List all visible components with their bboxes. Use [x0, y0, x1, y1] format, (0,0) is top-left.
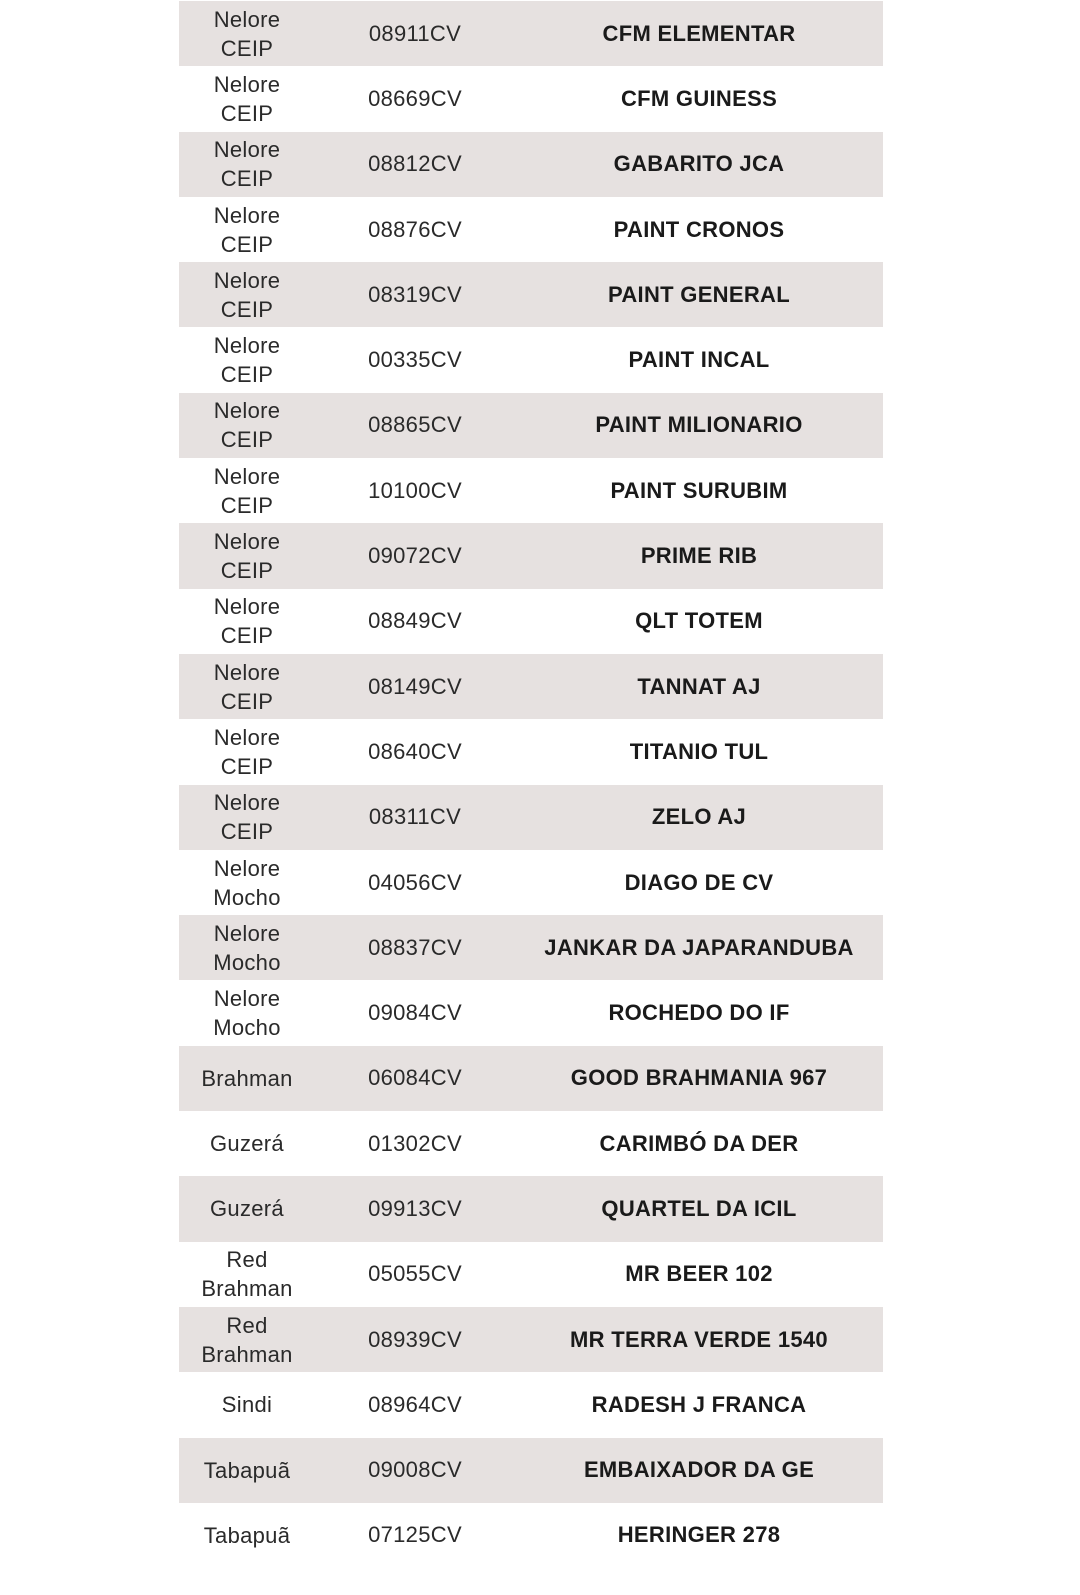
- breed-cell: Guzerá: [210, 1196, 284, 1222]
- table-row: [179, 1372, 883, 1437]
- table-row: [179, 327, 883, 392]
- table-row: [179, 1242, 883, 1307]
- table-row: [179, 589, 883, 654]
- table-row: [179, 915, 883, 980]
- breed-cell: Nelore CEIP: [213, 333, 281, 388]
- breed-cell: Tabapuã: [203, 1522, 291, 1548]
- code-cell: 07125CV: [368, 1522, 462, 1548]
- bull-name-cell: CARIMBÓ DA DER: [599, 1130, 799, 1156]
- code-cell: 08939CV: [368, 1326, 462, 1352]
- bull-name-cell: PAINT INCAL: [628, 347, 770, 373]
- code-cell: 08149CV: [368, 673, 462, 699]
- bull-name-cell: GABARITO JCA: [613, 151, 785, 177]
- breed-cell: Nelore CEIP: [213, 790, 281, 845]
- table-row: [179, 1046, 883, 1111]
- bull-name-cell: ROCHEDO DO IF: [608, 1000, 790, 1026]
- table-row: [179, 1438, 883, 1503]
- bull-name-cell: RADESH J FRANCA: [591, 1391, 807, 1417]
- code-cell: 05055CV: [368, 1261, 462, 1287]
- bull-name-cell: PAINT MILIONARIO: [595, 412, 803, 438]
- code-cell: 08837CV: [368, 934, 462, 960]
- code-cell: 08876CV: [368, 216, 462, 242]
- code-cell: 09008CV: [368, 1457, 462, 1483]
- breed-cell: Nelore CEIP: [213, 594, 281, 649]
- code-cell: 08311CV: [368, 804, 462, 830]
- code-cell: 08911CV: [368, 20, 462, 46]
- code-cell: 08669CV: [368, 85, 462, 111]
- bull-name-cell: MR BEER 102: [625, 1261, 773, 1287]
- bull-name-cell: PAINT CRONOS: [613, 216, 785, 242]
- table-row: [179, 1503, 883, 1568]
- bull-name-cell: QUARTEL DA ICIL: [601, 1195, 797, 1221]
- breed-cell: Nelore CEIP: [213, 724, 281, 779]
- table-row: [179, 1, 883, 66]
- breed-cell: Nelore CEIP: [213, 6, 281, 61]
- breed-cell: Nelore Mocho: [213, 920, 281, 975]
- bull-name-cell: PRIME RIB: [640, 543, 758, 569]
- breed-cell: Sindi: [221, 1392, 273, 1418]
- code-cell: 09913CV: [368, 1195, 462, 1221]
- table-row: [179, 132, 883, 197]
- table-row: [179, 980, 883, 1045]
- breed-cell: Nelore CEIP: [213, 71, 281, 126]
- breed-cell: Nelore Mocho: [213, 855, 281, 910]
- breed-cell: Nelore CEIP: [213, 529, 281, 584]
- table-row: [179, 458, 883, 523]
- table-row: [179, 393, 883, 458]
- breed-cell: Nelore Mocho: [213, 986, 281, 1041]
- code-cell: 08812CV: [368, 151, 462, 177]
- bull-name-cell: ZELO AJ: [651, 804, 747, 830]
- table-row: [179, 262, 883, 327]
- breed-cell: Nelore CEIP: [213, 398, 281, 453]
- bull-name-cell: TITANIO TUL: [629, 738, 769, 764]
- bull-name-cell: TANNAT AJ: [637, 673, 761, 699]
- bull-name-cell: CFM GUINESS: [620, 85, 778, 111]
- bull-name-cell: MR TERRA VERDE 1540: [570, 1326, 828, 1352]
- code-cell: 08640CV: [368, 738, 462, 764]
- code-cell: 08865CV: [368, 412, 462, 438]
- bull-name-cell: PAINT SURUBIM: [610, 477, 788, 503]
- table-row: [179, 785, 883, 850]
- bull-name-cell: DIAGO DE CV: [624, 869, 774, 895]
- breed-cell: Guzerá: [210, 1131, 284, 1157]
- code-cell: 09072CV: [368, 543, 462, 569]
- breed-cell: Nelore CEIP: [213, 137, 281, 192]
- bull-catalog-table: [179, 1, 883, 1568]
- table-row: [179, 66, 883, 131]
- table-row: [179, 719, 883, 784]
- code-cell: 10100CV: [368, 477, 462, 503]
- table-row: [179, 1176, 883, 1241]
- table-row: [179, 1307, 883, 1372]
- bull-name-cell: GOOD BRAHMANIA 967: [570, 1065, 828, 1091]
- breed-cell: Brahman: [201, 1065, 293, 1091]
- table-row: [179, 654, 883, 719]
- bull-name-cell: PAINT GENERAL: [608, 281, 790, 307]
- breed-cell: Tabapuã: [203, 1457, 291, 1483]
- breed-cell: Nelore CEIP: [213, 267, 281, 322]
- code-cell: 08964CV: [368, 1391, 462, 1417]
- breed-cell: Red Brahman: [201, 1312, 293, 1367]
- breed-cell: Nelore CEIP: [213, 463, 281, 518]
- code-cell: 04056CV: [368, 869, 462, 895]
- bull-name-cell: EMBAIXADOR DA GE: [583, 1457, 815, 1483]
- bull-name-cell: JANKAR DA JAPARANDUBA: [544, 934, 854, 960]
- table-row: [179, 1111, 883, 1176]
- table-row: [179, 197, 883, 262]
- bull-name-cell: HERINGER 278: [617, 1522, 781, 1548]
- table-row: [179, 523, 883, 588]
- breed-cell: Nelore CEIP: [213, 659, 281, 714]
- bull-name-cell: CFM ELEMENTAR: [602, 20, 796, 46]
- code-cell: 00335CV: [368, 347, 462, 373]
- code-cell: 09084CV: [368, 1000, 462, 1026]
- code-cell: 01302CV: [368, 1130, 462, 1156]
- code-cell: 08319CV: [368, 281, 462, 307]
- breed-cell: Red Brahman: [201, 1247, 293, 1302]
- breed-cell: Nelore CEIP: [213, 202, 281, 257]
- code-cell: 06084CV: [368, 1065, 462, 1091]
- bull-name-cell: QLT TOTEM: [635, 608, 763, 634]
- table-row: [179, 850, 883, 915]
- code-cell: 08849CV: [368, 608, 462, 634]
